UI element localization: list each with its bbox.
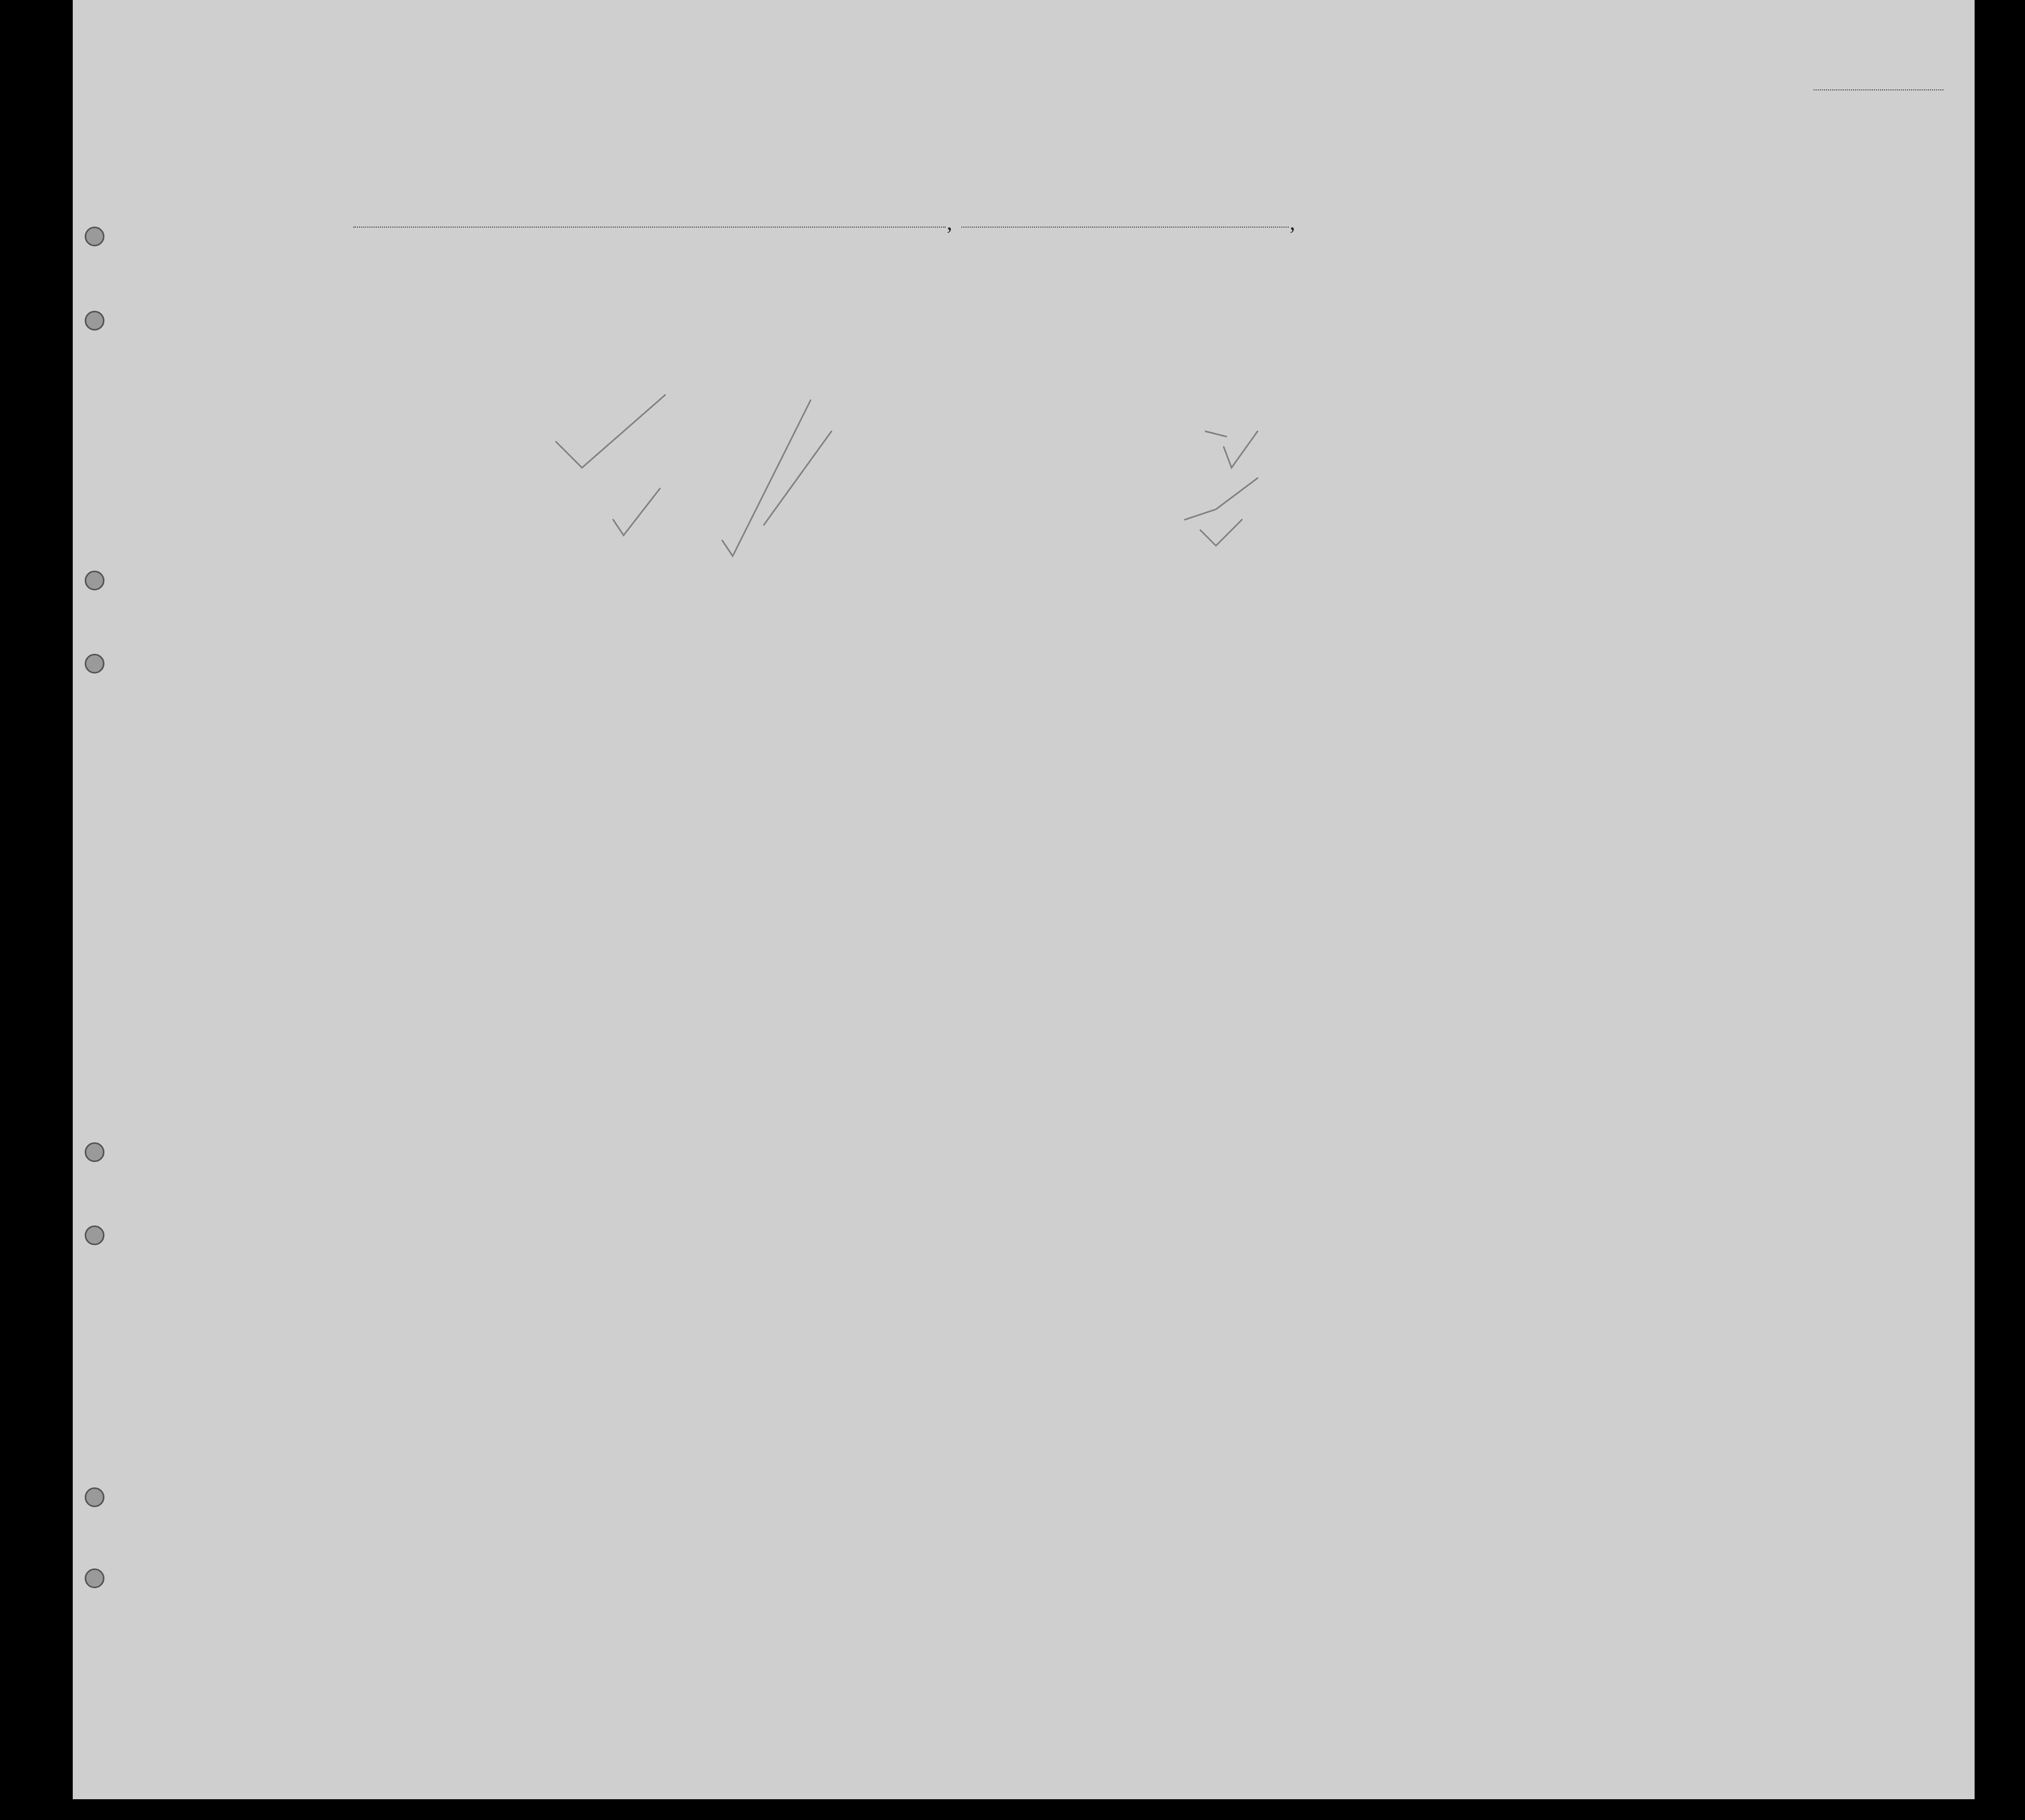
- checkmark-icon: [613, 489, 660, 535]
- comma-1: ,: [947, 211, 952, 235]
- pencil-marks: [73, 0, 1975, 1799]
- punch-hole-7: [85, 1487, 104, 1507]
- punch-hole-3: [85, 571, 104, 590]
- punch-hole-5: [85, 1142, 104, 1162]
- punch-hole-1: [85, 227, 104, 246]
- manifest-sheet: [73, 0, 1975, 1799]
- comma-2: ,: [1290, 211, 1295, 235]
- punch-hole-8: [85, 1568, 104, 1588]
- punch-hole-2: [85, 311, 104, 331]
- checkmark-icon: [1224, 431, 1258, 468]
- checkmark-icon: [1206, 431, 1226, 437]
- checkmark-icon: [1185, 478, 1258, 520]
- punch-hole-6: [85, 1225, 104, 1245]
- checkmark-icon: [1200, 520, 1242, 546]
- punch-hole-4: [85, 654, 104, 674]
- checkmark-icon: [556, 395, 665, 468]
- checkmark-icon: [764, 431, 831, 525]
